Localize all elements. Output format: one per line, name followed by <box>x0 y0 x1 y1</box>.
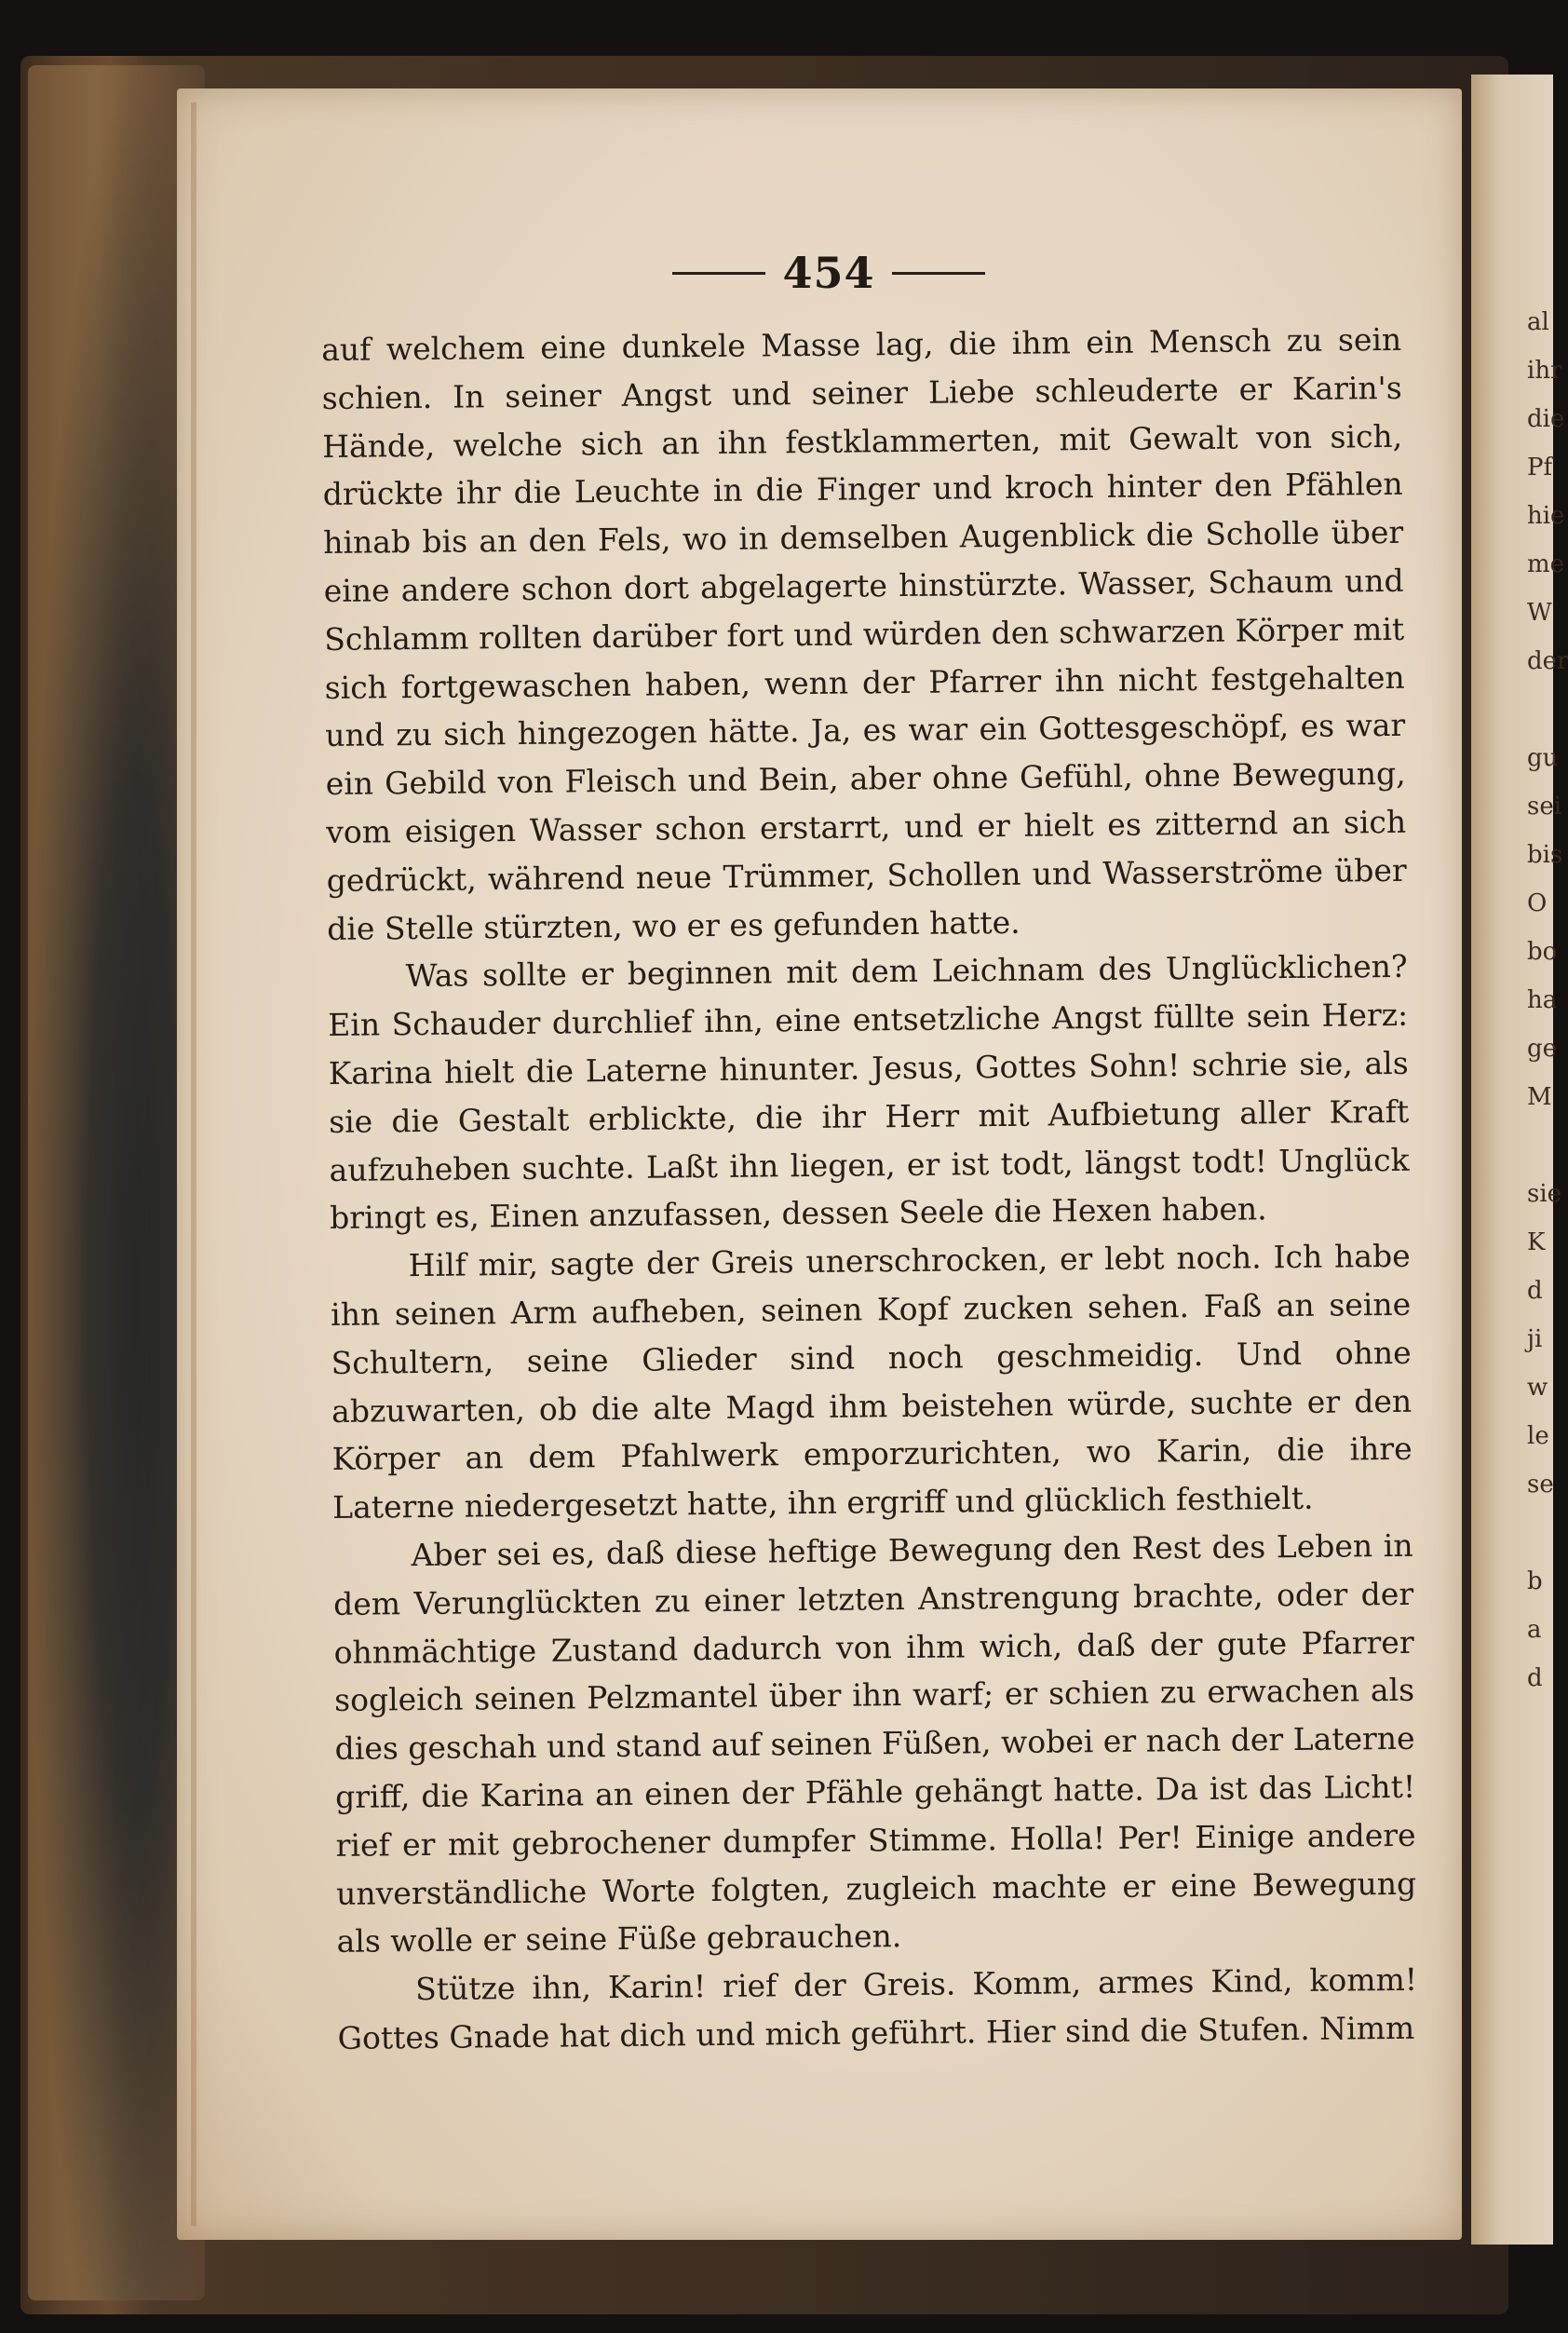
adjacent-page-fragment: bis <box>1527 841 1563 869</box>
adjacent-page-fragment: O <box>1527 889 1548 917</box>
adjacent-page-fragment <box>1527 685 1553 734</box>
header-dash-right <box>892 272 985 275</box>
adjacent-page-fragment: d <box>1527 1277 1543 1305</box>
adjacent-page-fragment: d <box>1527 1664 1543 1692</box>
adjacent-page-fragment: der <box>1527 647 1568 675</box>
adjacent-page-text <box>1527 298 1568 1692</box>
adjacent-page-fragment: die <box>1527 405 1565 433</box>
adjacent-page-fragment: le <box>1527 1422 1549 1450</box>
adjacent-page-fragment: K <box>1527 1228 1546 1256</box>
adjacent-page-fragment: a <box>1527 1616 1542 1644</box>
paragraph-5: Stütze ihn, Karin! rief der Greis. Komm, armes Kind, komm! Gottes Gnade hat dich und mich geführt. Hier sind die Stufen. Nimm <box>337 1960 1418 2056</box>
adjacent-page-fragment <box>1527 1121 1553 1170</box>
adjacent-page-fragment: hie <box>1527 502 1565 530</box>
adjacent-page-fragment: Pf <box>1527 454 1553 482</box>
paragraph-1: auf welchem eine dunkele Masse lag, die ihm ein Mensch zu sein schien. In seiner Angst und seiner Liebe schleuderte er Karin's Hände, welche sich an ihn festklammerten, mit Gewalt von sich, drückte ihr die Leuchte in die Finger und kroch hinter den Pfählen hinab bis an den Fels, wo in demselben Augenblick die Scholle über eine andere schon dort abgelagerte hinstürzte. Wasser, Schaum und Schlamm rollten darüber fort und würden den schwarzen Körper mit sich fortgewaschen haben, wenn der Pfarrer ihn nicht festgehalten und zu sich hingezogen hätte. Ja, es war ein Gottesgeschöpf, es war ein Gebild von Fleisch und Bein, aber ohne Gefühl, ohne Bewegung, vom eisigen Wasser schon erstarrt, und er hielt es zitternd an sich gedrückt, während neue Trümmer, Schollen und Wasserströme über die Stelle stürzten, wo er es gefunden hatte. <box>321 320 1407 947</box>
page-number: 454 <box>782 248 875 298</box>
adjacent-page-fragment: sie <box>1527 1180 1562 1208</box>
adjacent-page-fragment: b <box>1527 1567 1543 1595</box>
paragraph-3: Hilf mir, sagte der Greis unerschrocken, er lebt noch. Ich habe ihn seinen Arm aufheben, seinen Kopf zucken sehen. Faß an seine Schultern, seine Glieder sind noch geschmeidig. Und ohne abzuwarten, ob die alte Magd ihm beistehen würde, suchte er den Körper an dem Pfahlwerk emporzurichten, wo Karin, die ihre Laterne niedergesetzt hatte, ihn ergriff und glücklich festhielt. <box>331 1237 1413 1526</box>
adjacent-page-fragment: ha <box>1527 986 1558 1014</box>
paragraph-4: Aber sei es, daß diese heftige Bewegung den Rest des Leben in dem Verunglückten zu einer letzten Anstrengung brachte, oder der ohnmächtige Zustand dadurch von ihm wich, daß der gute Pfarrer sogleich seinen Pelzmantel über ihn warf; er schien zu erwachen als dies geschah und stand auf seinen Füßen, wobei er nach der Laterne griff, die Karina an einen der Pfähle gehängt hatte. Da ist das Licht! rief er mit gebrochener dumpfer Stimme. Holla! Per! Einige andere unverständliche Worte folgten, zugleich machte er eine Bewegung als wolle er seine Füße gebrauchen. <box>332 1526 1417 1960</box>
page-body-text <box>321 316 1418 2063</box>
page-header <box>670 240 987 305</box>
header-dash-left <box>672 272 765 275</box>
adjacent-page-fragment: w <box>1527 1374 1548 1402</box>
adjacent-page-fragment: al <box>1527 308 1549 336</box>
adjacent-page-fragment: ihr <box>1527 357 1562 385</box>
adjacent-page-fragment <box>1527 1509 1553 1557</box>
adjacent-page-fragment: ji <box>1527 1325 1543 1353</box>
adjacent-page-fragment: W <box>1527 599 1552 627</box>
adjacent-page-fragment: bo <box>1527 938 1558 966</box>
adjacent-page-fragment: gu <box>1527 744 1559 772</box>
adjacent-page-fragment: ge <box>1527 1035 1558 1063</box>
page-edge-shadow <box>191 102 196 2226</box>
adjacent-page-fragment: se <box>1527 1471 1554 1499</box>
adjacent-page-fragment: M <box>1527 1083 1552 1111</box>
adjacent-page-fragment: sei <box>1527 793 1562 821</box>
adjacent-page-fragment: me <box>1527 550 1565 578</box>
paragraph-2: Was sollte er beginnen mit dem Leichnam des Unglücklichen? Ein Schauder durchlief ihn, eine entsetzliche Angst füllte sein Herz: Karina hielt die Laterne hinunter. Jesus, Gottes Sohn! schrie sie, als sie die Gestalt erblickte, die ihr Herr mit Aufbietung aller Kraft aufzuheben suchte. Laßt ihn liegen, er ist todt, längst todt! Unglück bringt es, Einen anzufassen, dessen Seele die Hexen haben. <box>328 948 1410 1237</box>
